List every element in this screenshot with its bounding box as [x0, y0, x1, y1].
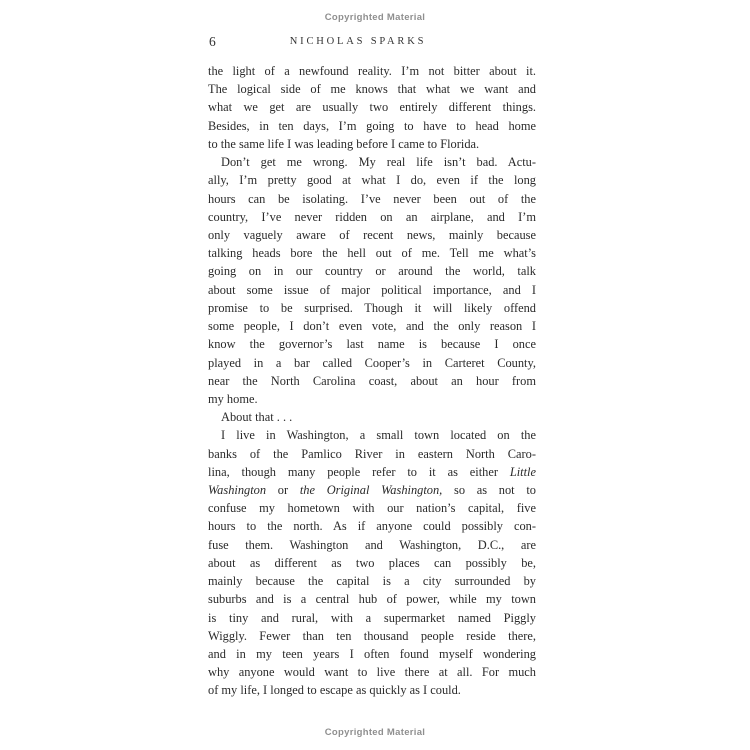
text-line-content — [208, 519, 536, 533]
text-line — [208, 408, 536, 426]
text-line — [208, 445, 536, 463]
text-run: I live in Washington, a small town located on the — [221, 428, 536, 443]
text-run: suburbs and is a central hub of power, while my town — [208, 592, 536, 607]
text-line — [208, 317, 536, 335]
text-line — [208, 208, 536, 226]
text-line — [208, 426, 536, 444]
text-run: ally, I’m pretty good at what I do, even if the long — [208, 173, 536, 188]
text-run: confuse my hometown with our nation’s capital, five — [208, 501, 536, 516]
text-line-content — [208, 629, 536, 643]
text-run: going on in our country or around the world, talk — [208, 264, 536, 279]
text-line — [208, 117, 536, 135]
text-line — [208, 372, 536, 390]
text-line — [208, 244, 536, 262]
text-run: about some issue of major political importance, and I — [208, 282, 536, 297]
text-line-content — [208, 574, 536, 588]
text-line — [208, 226, 536, 244]
text-line-content — [208, 173, 536, 187]
text-line — [208, 281, 536, 299]
text-line-content — [208, 392, 258, 406]
text-line-content — [208, 82, 536, 96]
text-line — [208, 517, 536, 535]
text-line — [208, 645, 536, 663]
text-line-content — [221, 155, 536, 169]
text-line — [208, 627, 536, 645]
text-run: hours to the north. As if anyone could possibly con- — [208, 519, 536, 534]
text-line — [208, 572, 536, 590]
text-line-content — [208, 264, 536, 278]
text-run: so as not to — [442, 483, 536, 498]
text-line-content — [208, 319, 536, 333]
text-line-content — [208, 246, 536, 260]
text-line-content — [208, 647, 536, 661]
text-line-content — [208, 665, 536, 679]
text-line — [208, 390, 536, 408]
text-line — [208, 481, 536, 499]
text-line-content — [208, 137, 479, 151]
text-line — [208, 536, 536, 554]
text-line — [208, 354, 536, 372]
text-line — [208, 190, 536, 208]
running-header-author: NICHOLAS SPARKS — [289, 36, 427, 47]
text-run: only vaguely aware of recent news, mainly because — [208, 227, 536, 242]
text-line-content — [208, 556, 536, 570]
text-run: lina, though many people refer to it as either — [208, 464, 510, 479]
text-run: Wiggly. Fewer than ten thousand people reside there, — [208, 628, 536, 643]
text-line — [208, 62, 536, 80]
text-run: promise to be surprised. Though it will likely offend — [208, 300, 536, 315]
text-run: or — [266, 483, 300, 498]
italic-text-run: the Original Washington, — [299, 483, 443, 498]
italic-text-run: Little — [509, 464, 536, 479]
text-line — [208, 681, 536, 699]
text-run: about as different as two places can possibly be, — [208, 555, 536, 570]
text-line — [208, 299, 536, 317]
text-run: About that . . . — [221, 410, 293, 425]
text-run: Don’t get me wrong. My real life isn’t bad. Actu- — [221, 155, 536, 170]
page-number: 6 — [209, 34, 216, 49]
text-line — [208, 135, 536, 153]
text-line-content — [208, 100, 536, 114]
text-run: why anyone would want to live there at all. For much — [208, 665, 536, 680]
text-line — [208, 171, 536, 189]
text-run: banks of the Pamlico River in eastern North Caro- — [208, 446, 536, 461]
text-run: what we get are usually two entirely different things. — [208, 100, 536, 115]
text-run: my home. — [208, 391, 258, 406]
text-line-content — [208, 228, 536, 242]
text-run: played in a bar called Cooper’s in Carteret County, — [208, 355, 536, 370]
text-line — [208, 463, 536, 481]
text-run: Besides, in ten days, I’m going to have to head home — [208, 118, 536, 133]
text-run: talking heads bore the hell out of me. Tell me what’s — [208, 246, 536, 261]
text-line-content — [208, 301, 536, 315]
text-run: know the governor’s last name is because I once — [208, 337, 536, 352]
text-run: mainly because the capital is a city surrounded by — [208, 574, 536, 589]
text-run: to the same life I was leading before I came to Florida. — [208, 136, 480, 151]
text-line-content — [208, 192, 536, 206]
text-run: and in my teen years I often found myself wondering — [208, 647, 536, 661]
text-line-content — [208, 210, 536, 224]
text-line-content — [208, 611, 536, 625]
text-run: the light of a newfound reality. I’m not bitter about it. — [208, 64, 536, 78]
text-line — [208, 80, 536, 98]
text-line-content — [208, 337, 536, 351]
text-run: near the North Carolina coast, about an hour from — [208, 373, 536, 388]
text-line-content — [208, 592, 536, 606]
text-run: hours can be isolating. I’ve never been out of the — [208, 191, 536, 206]
text-run: is tiny and rural, with a supermarket named Piggly — [208, 610, 536, 625]
text-line-content — [208, 465, 536, 479]
text-line — [208, 335, 536, 353]
text-run: The logical side of me knows that what we want and — [208, 82, 536, 97]
text-run: fuse them. Washington and Washington, D.C., are — [208, 537, 536, 552]
text-line-content — [221, 428, 536, 442]
text-line-content — [221, 410, 292, 424]
text-line — [208, 262, 536, 280]
text-run: country, I’ve never ridden on an airplane, and I’m — [208, 209, 536, 224]
text-line-content — [208, 374, 536, 388]
text-line-content — [208, 501, 536, 515]
text-line — [208, 590, 536, 608]
text-line — [208, 554, 536, 572]
text-line — [208, 98, 536, 116]
text-line-content — [208, 356, 536, 370]
text-line-content — [208, 64, 536, 78]
text-line-content — [208, 683, 461, 697]
italic-text-run: Washington — [208, 483, 267, 498]
copyright-notice-bottom: Copyrighted Material — [324, 727, 426, 738]
text-line-content — [208, 283, 536, 297]
text-line — [208, 663, 536, 681]
body-text — [208, 62, 536, 700]
copyright-notice-top: Copyrighted Material — [324, 12, 426, 23]
text-line-content — [208, 483, 536, 497]
text-line — [208, 153, 536, 171]
text-line — [208, 609, 536, 627]
text-run: of my life, I longed to escape as quickly as I could. — [208, 683, 461, 698]
text-line-content — [208, 447, 536, 461]
text-run: some people, I don’t even vote, and the only reason I — [208, 319, 536, 334]
text-line — [208, 499, 536, 517]
text-line-content — [208, 119, 536, 133]
text-line-content — [208, 538, 536, 552]
